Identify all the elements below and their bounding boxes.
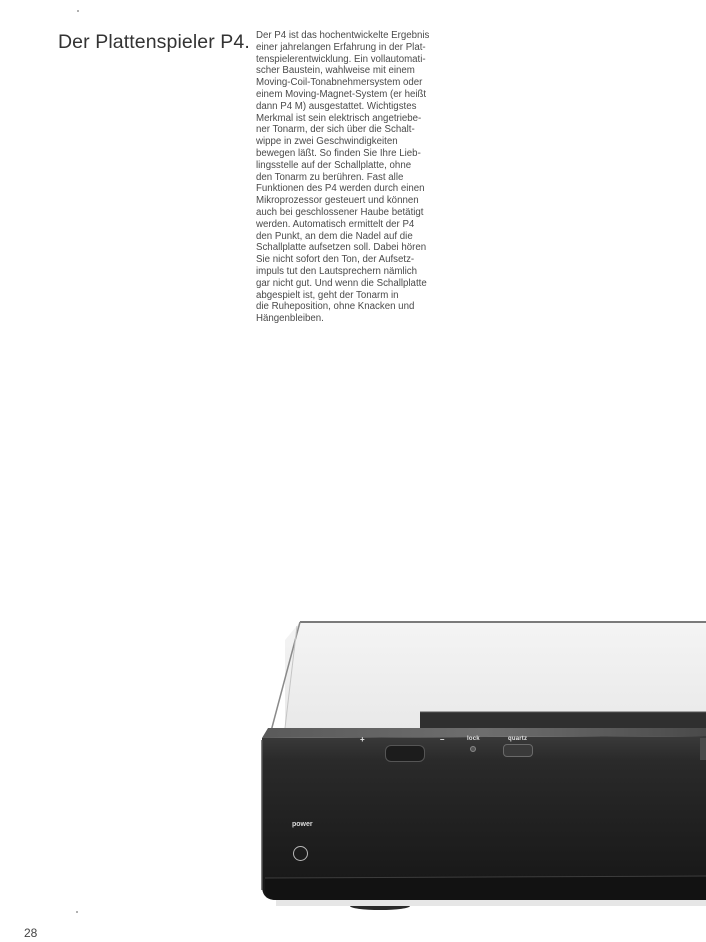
chassis-front [262,736,706,900]
power-button[interactable] [293,846,308,861]
body-line: werden. Automatisch ermittelt der P4 [256,218,415,230]
body-line: bewegen läßt. So finden Sie Ihre Lieb- [256,147,421,159]
body-line: scher Baustein, wahlweise mit einem [256,65,415,77]
body-line: dann P4 M) ausgestattet. Wichtigstes [256,100,417,112]
body-line: Merkmal ist sein elektrisch angetriebe- [256,112,422,124]
body-line: gar nicht gut. Und wenn die Schallplatte [256,277,427,289]
quartz-button[interactable] [503,744,533,757]
body-line: wippe in zwei Geschwindigkeiten [256,136,398,148]
page-heading: Der Plattenspieler P4. [58,31,250,53]
body-line: einer jahrelangen Erfahrung in der Plat- [256,41,426,53]
body-line: den Tonarm zu berühren. Fast alle [256,171,404,183]
page-number: 28 [24,926,38,940]
speed-minus-label: – [440,735,445,744]
body-line: impuls tut den Lautsprechern nämlich [256,265,418,277]
power-label: power [292,821,313,828]
dust-cover [270,622,706,735]
body-line: Mikroprozessor gesteuert und können [256,195,419,207]
body-line: auch bei geschlossener Haube betätigt [256,206,424,218]
body-line: lingsstelle auf der Schallplatte, ohne [256,159,412,171]
body-line: tenspielerentwicklung. Ein vollautomati- [256,53,426,65]
body-line: Hängenbleiben. [256,313,324,325]
body-line: den Punkt, an dem die Nadel auf die [256,230,413,242]
body-line: Moving-Coil-Tonabnehmersystem oder [256,77,423,89]
body-line: Der P4 ist das hochentwickelte Ergebnis [256,30,430,41]
body-line: Funktionen des P4 werden durch einen [256,183,425,195]
body-line: die Ruheposition, ohne Knacken und [256,301,415,313]
body-line: Sie nicht sofort den Ton, der Aufsetz- [256,254,415,266]
body-line: Schallplatte aufsetzen soll. Dabei hören [256,242,427,254]
quartz-label: quartz [508,736,528,742]
lock-indicator-led [470,746,476,752]
lock-label: lock [467,736,480,742]
speed-plus-label: + [360,735,365,744]
tonearm-rocker-switch[interactable] [385,745,425,762]
body-line: ner Tonarm, der sich über die Schalt- [256,124,415,136]
body-line: einem Moving-Magnet-System (er heißt [256,88,427,100]
body-line: abgespielt ist, geht der Tonarm in [256,289,399,301]
